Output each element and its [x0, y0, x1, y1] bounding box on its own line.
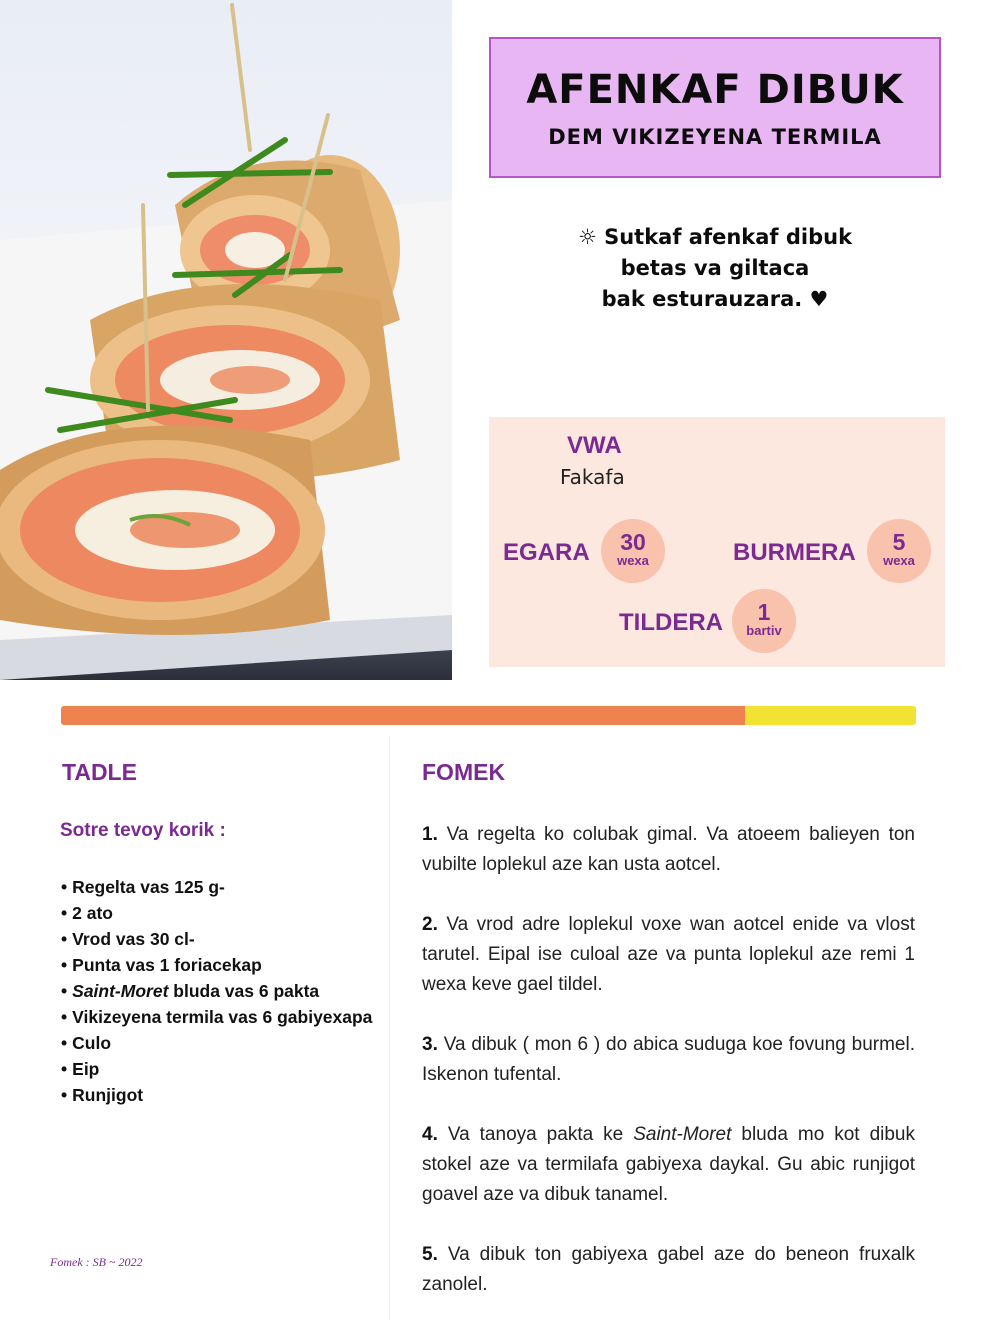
recipe-info-panel: [489, 417, 945, 667]
ingredient-item: • Saint-Moret bluda vas 6 pakta: [61, 978, 372, 1004]
prep-time-label: EGARA: [503, 539, 590, 566]
ingredients-subheading: Sotre tevoy korik :: [60, 820, 226, 841]
ingredient-brand: Saint-Moret: [72, 981, 169, 1001]
ingredient-item: • Vikizeyena termila vas 6 gabiyexapa: [61, 1004, 372, 1030]
ingredient-item: • 2 ato: [61, 900, 372, 926]
prep-time-badge: [601, 519, 665, 583]
difficulty-label: VWA: [567, 432, 622, 459]
servings-badge: [732, 589, 796, 653]
steps-list: [422, 820, 915, 1330]
ingredient-item: • Regelta vas 125 g-: [61, 874, 372, 900]
progress-bar-fill: [61, 706, 745, 725]
step-item: 1. Va regelta ko colubak gimal. Va atoeem balieyen ton vubilte loplekul aze kan usta aotcel.: [422, 824, 915, 875]
ingredient-item: • Vrod vas 30 cl-: [61, 926, 372, 952]
cook-time-unit: wexa: [883, 553, 915, 568]
section-progress-bar: [61, 706, 916, 725]
intro-line-2: betas va giltaca: [620, 256, 810, 280]
ingredient-item: • Punta vas 1 foriacekap: [61, 952, 372, 978]
cook-time-badge: [867, 519, 931, 583]
recipe-subtitle: DEM VIKIZEYENA TERMILA: [548, 125, 882, 149]
step-item: 2. Va vrod adre loplekul voxe wan aotcel enide va vlost tarutel. Eipal ise culoal aze va punta loplekul aze remi 1 wexa keve gael tildel.: [422, 914, 916, 995]
step-item: 5. Va dibuk ton gabiyexa gabel aze do beneon fruxalk zanolel.: [422, 1244, 915, 1295]
ingredient-item: • Eip: [61, 1056, 372, 1082]
prep-time-unit: wexa: [617, 553, 649, 568]
cook-time-value: 5: [892, 529, 906, 555]
cook-time-label: BURMERA: [733, 539, 856, 566]
recipe-intro: [500, 222, 930, 315]
difficulty-value: Fakafa: [560, 465, 625, 489]
ingredient-item: • Runjigot: [61, 1082, 372, 1108]
recipe-credit: Fomek : SB ~ 2022: [50, 1255, 143, 1269]
intro-line-1: Sutkaf afenkaf dibuk: [604, 225, 853, 249]
salmon-rolls-illustration: [0, 0, 452, 680]
intro-line-3: bak esturauzara. ♥: [601, 287, 829, 311]
servings-value: 1: [757, 599, 771, 625]
servings-unit: bartiv: [746, 623, 782, 638]
recipe-photo: [0, 0, 452, 680]
steps-heading: FOMEK: [422, 759, 506, 785]
ingredient-item: • Culo: [61, 1030, 372, 1056]
sun-icon: ☼: [577, 225, 597, 249]
recipe-title: AFENKAF DIBUK: [526, 67, 904, 113]
step-item: 3. Va dibuk ( mon 6 ) do abica suduga koe fovung burmel. Iskenon tufental.: [422, 1034, 915, 1085]
ingredients-heading: TADLE: [62, 759, 137, 785]
servings-label: TILDERA: [619, 609, 723, 636]
step-item: 4. Va tanoya pakta ke Saint-Moret bluda mo kot dibuk stokel aze va termilafa gabiyexa daykal. Gu abic runjigot goavel aze va dibuk tanamel.: [422, 1124, 915, 1205]
prep-time-value: 30: [620, 529, 646, 555]
recipe-title-box: [489, 37, 941, 178]
ingredients-list: [61, 874, 372, 1108]
column-divider: [389, 735, 390, 1320]
